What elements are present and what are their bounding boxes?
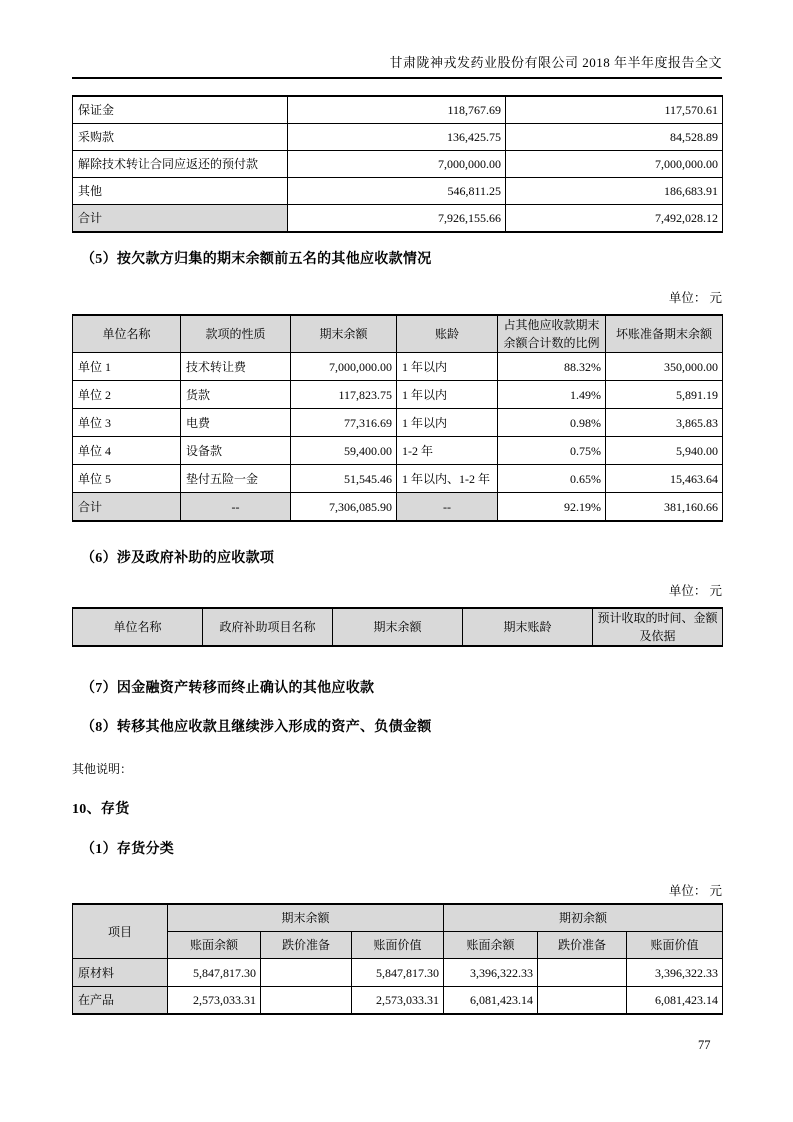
begin-book-cell: 6,081,423.14 bbox=[444, 987, 538, 1015]
ratio-cell: 0.65% bbox=[498, 465, 606, 493]
section-5-heading: （5）按欠款方归集的期末余额前五名的其他应收款情况 bbox=[81, 252, 432, 267]
section-10-1-heading: （1）存货分类 bbox=[81, 842, 175, 857]
nature-cell: 设备款 bbox=[181, 437, 291, 465]
unit-label: 单位： 元 bbox=[668, 584, 722, 598]
aging-cell: 1 年以内、1-2 年 bbox=[397, 465, 498, 493]
begin-value-cell: 3,396,322.33 bbox=[627, 959, 723, 987]
aging-total-cell: -- bbox=[397, 493, 498, 522]
unit-label: 单位： 元 bbox=[668, 291, 722, 305]
unit-name-cell: 单位 3 bbox=[73, 409, 181, 437]
header-row bbox=[73, 608, 723, 646]
top-five-receivables-table bbox=[72, 314, 723, 522]
column-header: 单位名称 bbox=[73, 608, 203, 646]
ratio-total-cell: 92.19% bbox=[498, 493, 606, 522]
table-row bbox=[73, 124, 723, 151]
aging-cell: 1 年以内 bbox=[397, 381, 498, 409]
section-7-heading: （7）因金融资产转移而终止确认的其他应收款 bbox=[81, 681, 375, 696]
beginning-balance-cell: 84,528.89 bbox=[506, 124, 723, 151]
table-row bbox=[73, 959, 723, 987]
group-header-row bbox=[73, 904, 723, 932]
total-label: 合计 bbox=[73, 493, 181, 522]
unit-label: 单位： 元 bbox=[668, 884, 722, 898]
ending-balance-cell: 546,811.25 bbox=[288, 178, 506, 205]
header-row bbox=[73, 315, 723, 353]
total-row bbox=[73, 205, 723, 233]
total-label: 合计 bbox=[73, 205, 288, 233]
item-label: 在产品 bbox=[73, 987, 168, 1015]
ratio-cell: 0.75% bbox=[498, 437, 606, 465]
end-book-cell: 5,847,817.30 bbox=[168, 959, 261, 987]
bad-debt-cell: 5,891.19 bbox=[606, 381, 723, 409]
aging-cell: 1 年以内 bbox=[397, 353, 498, 381]
aging-cell: 1-2 年 bbox=[397, 437, 498, 465]
column-header: 预计收取的时间、金额及依据 bbox=[593, 608, 723, 646]
column-header: 账面价值 bbox=[627, 932, 723, 959]
nature-cell: 电费 bbox=[181, 409, 291, 437]
carryover-table bbox=[72, 95, 723, 233]
section-8-heading: （8）转移其他应收款且继续涉入形成的资产、负债金额 bbox=[81, 720, 432, 735]
page-number: 77 bbox=[698, 1038, 711, 1052]
table-row bbox=[73, 96, 723, 124]
table-row bbox=[73, 437, 723, 465]
column-header: 款项的性质 bbox=[181, 315, 291, 353]
ratio-cell: 0.98% bbox=[498, 409, 606, 437]
column-header: 政府补助项目名称 bbox=[203, 608, 333, 646]
nature-cell: 货款 bbox=[181, 381, 291, 409]
beginning-balance-total: 7,492,028.12 bbox=[506, 205, 723, 233]
ratio-cell: 88.32% bbox=[498, 353, 606, 381]
sub-header-row bbox=[73, 932, 723, 959]
table-row bbox=[73, 151, 723, 178]
unit-name-cell: 单位 5 bbox=[73, 465, 181, 493]
bad-debt-total-cell: 381,160.66 bbox=[606, 493, 723, 522]
government-subsidy-table bbox=[72, 607, 723, 647]
end-provision-cell bbox=[261, 959, 352, 987]
column-header: 占其他应收款期末余额合计数的比例 bbox=[498, 315, 606, 353]
balance-cell: 51,545.46 bbox=[291, 465, 397, 493]
unit-name-cell: 单位 4 bbox=[73, 437, 181, 465]
beginning-balance-cell: 7,000,000.00 bbox=[506, 151, 723, 178]
begin-provision-cell bbox=[538, 959, 627, 987]
column-header: 期末账龄 bbox=[463, 608, 593, 646]
column-header: 期末余额 bbox=[333, 608, 463, 646]
balance-cell: 77,316.69 bbox=[291, 409, 397, 437]
ratio-cell: 1.49% bbox=[498, 381, 606, 409]
aging-cell: 1 年以内 bbox=[397, 409, 498, 437]
section-6-heading: （6）涉及政府补助的应收款项 bbox=[81, 551, 275, 566]
column-header: 账面余额 bbox=[168, 932, 261, 959]
column-header: 跌价准备 bbox=[261, 932, 352, 959]
table-row bbox=[73, 409, 723, 437]
table-row bbox=[73, 465, 723, 493]
page-header-title: 甘肃陇神戎发药业股份有限公司 2018 年半年度报告全文 bbox=[72, 52, 722, 79]
total-row bbox=[73, 493, 723, 522]
column-header: 期末余额 bbox=[291, 315, 397, 353]
table-row bbox=[73, 353, 723, 381]
nature-total-cell: -- bbox=[181, 493, 291, 522]
item-column-header: 项目 bbox=[73, 904, 168, 959]
column-header: 坏账准备期末余额 bbox=[606, 315, 723, 353]
balance-cell: 59,400.00 bbox=[291, 437, 397, 465]
end-provision-cell bbox=[261, 987, 352, 1015]
begin-value-cell: 6,081,423.14 bbox=[627, 987, 723, 1015]
begin-provision-cell bbox=[538, 987, 627, 1015]
table-row bbox=[73, 381, 723, 409]
nature-cell: 垫付五险一金 bbox=[181, 465, 291, 493]
ending-balance-cell: 136,425.75 bbox=[288, 124, 506, 151]
ending-balance-total: 7,926,155.66 bbox=[288, 205, 506, 233]
column-header: 跌价准备 bbox=[538, 932, 627, 959]
ending-balance-cell: 118,767.69 bbox=[288, 96, 506, 124]
balance-cell: 7,000,000.00 bbox=[291, 353, 397, 381]
section-10-heading: 10、存货 bbox=[72, 802, 130, 817]
table-row bbox=[73, 987, 723, 1015]
other-note: 其他说明： bbox=[72, 762, 133, 776]
beginning-balance-group-header: 期初余额 bbox=[444, 904, 723, 932]
row-label: 解除技术转让合同应返还的预付款 bbox=[73, 151, 288, 178]
bad-debt-cell: 350,000.00 bbox=[606, 353, 723, 381]
end-book-cell: 2,573,033.31 bbox=[168, 987, 261, 1015]
column-header: 账面余额 bbox=[444, 932, 538, 959]
bad-debt-cell: 15,463.64 bbox=[606, 465, 723, 493]
ending-balance-cell: 7,000,000.00 bbox=[288, 151, 506, 178]
row-label: 采购款 bbox=[73, 124, 288, 151]
item-label: 原材料 bbox=[73, 959, 168, 987]
unit-name-cell: 单位 1 bbox=[73, 353, 181, 381]
balance-cell: 117,823.75 bbox=[291, 381, 397, 409]
bad-debt-cell: 3,865.83 bbox=[606, 409, 723, 437]
column-header: 账龄 bbox=[397, 315, 498, 353]
end-value-cell: 5,847,817.30 bbox=[352, 959, 444, 987]
beginning-balance-cell: 186,683.91 bbox=[506, 178, 723, 205]
column-header: 单位名称 bbox=[73, 315, 181, 353]
nature-cell: 技术转让费 bbox=[181, 353, 291, 381]
ending-balance-group-header: 期末余额 bbox=[168, 904, 444, 932]
bad-debt-cell: 5,940.00 bbox=[606, 437, 723, 465]
table-row bbox=[73, 178, 723, 205]
balance-total-cell: 7,306,085.90 bbox=[291, 493, 397, 522]
column-header: 账面价值 bbox=[352, 932, 444, 959]
inventory-table bbox=[72, 903, 723, 1015]
begin-book-cell: 3,396,322.33 bbox=[444, 959, 538, 987]
beginning-balance-cell: 117,570.61 bbox=[506, 96, 723, 124]
row-label: 保证金 bbox=[73, 96, 288, 124]
end-value-cell: 2,573,033.31 bbox=[352, 987, 444, 1015]
unit-name-cell: 单位 2 bbox=[73, 381, 181, 409]
row-label: 其他 bbox=[73, 178, 288, 205]
